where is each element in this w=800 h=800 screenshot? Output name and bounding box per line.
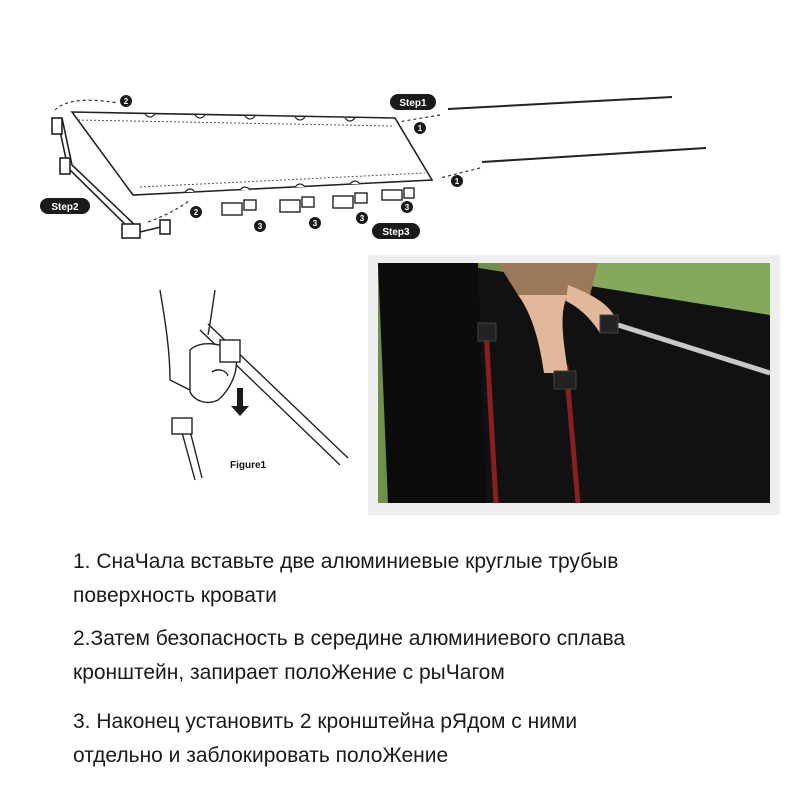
instruction-step-2	[73, 622, 773, 690]
lever-bracket-photo-1	[478, 323, 496, 341]
svg-text:Step3: Step3	[382, 227, 410, 238]
figure-caption: Figure1	[230, 460, 267, 471]
lever-bracket	[220, 340, 240, 362]
instruction-step-1	[73, 545, 773, 613]
tube-top	[448, 97, 672, 109]
marker-2-top	[120, 95, 132, 107]
assembly-diagram	[0, 0, 800, 260]
svg-text:3: 3	[257, 222, 263, 231]
marker-3-b	[309, 217, 321, 229]
svg-text:2: 2	[123, 97, 129, 106]
marker-1-bottom	[451, 175, 463, 187]
instruction-step-3	[73, 705, 773, 773]
instruction-step-2-line1: 2.Затем безопасность в середине алюминиевого сплава	[73, 627, 626, 650]
marker-3-c	[356, 212, 368, 224]
instruction-step-1-line2: поверхность кровати	[73, 584, 277, 607]
cot-fabric-outline	[72, 112, 432, 195]
instruction-step-1-line1: 1. СнаЧала вставьте две алюминиевые круглые трубыв	[73, 550, 619, 573]
marker-3-a	[254, 220, 266, 232]
svg-text:3: 3	[312, 219, 318, 228]
svg-text:3: 3	[404, 203, 410, 212]
svg-text:2: 2	[193, 208, 199, 217]
lever-bracket-photo-2	[554, 371, 576, 389]
lever-bracket-photo-3	[600, 315, 618, 333]
svg-text:3: 3	[359, 214, 365, 223]
step2-badge	[40, 198, 90, 214]
svg-text:Step1: Step1	[399, 98, 427, 109]
arrow-step2-top	[55, 100, 118, 110]
person-pants	[378, 263, 486, 503]
step1-badge	[390, 94, 436, 110]
svg-text:1: 1	[454, 177, 460, 186]
instruction-step-2-line2: кронштейн, запирает полоЖение с рыЧагом	[73, 661, 505, 684]
marker-3-d	[401, 201, 413, 213]
step3-badge	[372, 223, 420, 239]
svg-text:Step2: Step2	[51, 202, 79, 213]
svg-text:1: 1	[417, 124, 423, 133]
figure1-sketch	[100, 280, 350, 490]
instruction-step-3-line2: отдельно и заблокировать полоЖение	[73, 744, 449, 767]
arrow-step2-bottom	[148, 200, 190, 222]
leg-brackets	[222, 188, 414, 215]
marker-2-bottom	[190, 206, 202, 218]
arm-outline	[160, 290, 190, 390]
marker-1-top	[414, 122, 426, 134]
tube-bottom	[482, 148, 706, 162]
setup-photo	[368, 255, 780, 515]
down-arrow-icon	[231, 388, 249, 416]
instruction-step-3-line1: 3. Наконец установить 2 кронштейна рЯдом с ними	[73, 710, 578, 733]
arrow-step1-top	[398, 115, 440, 122]
